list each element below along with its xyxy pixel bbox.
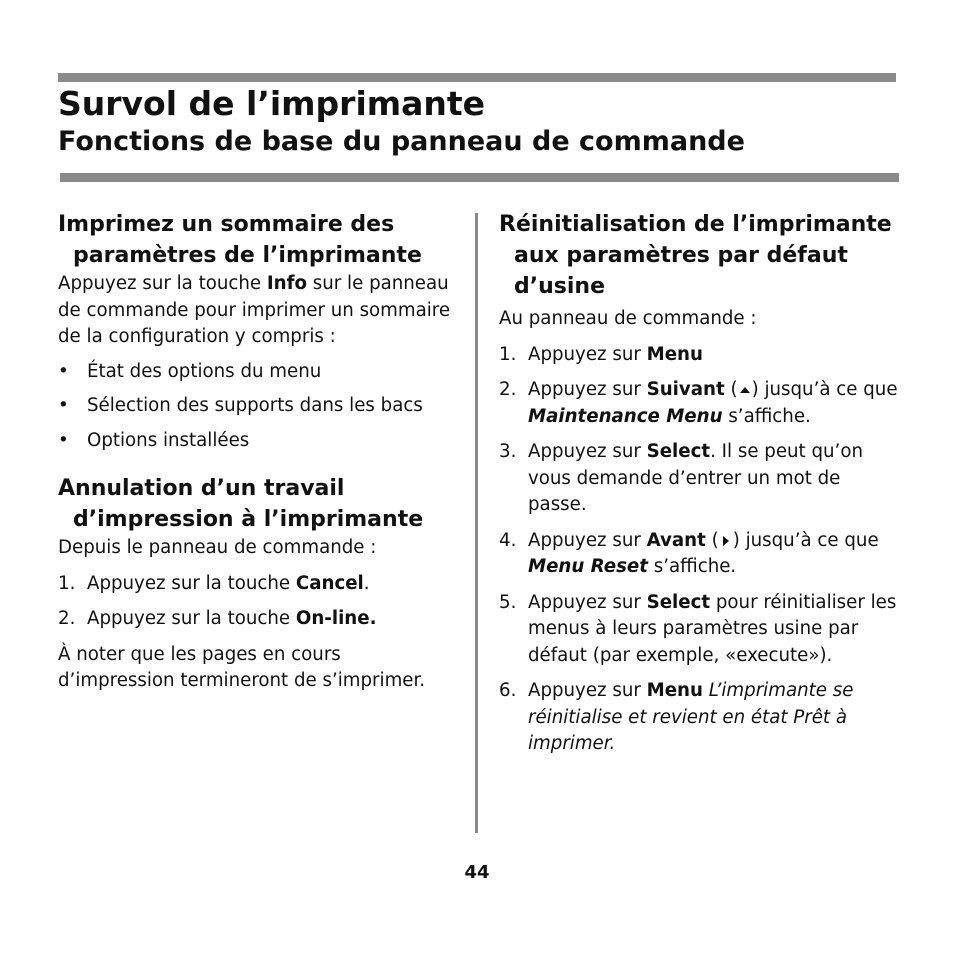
section-heading-cancel-job: Annulation d’un travail d’impression à l’imprimante [58, 476, 424, 532]
column-divider [475, 213, 478, 833]
list-item: • Options installées [58, 428, 458, 455]
section-heading-factory-reset: Réinitialisation de l’imprimante aux paramètres par défaut d’usine [499, 212, 892, 299]
page-number: 44 [464, 862, 490, 883]
up-arrow-icon [738, 378, 752, 392]
online-key: On-line. [295, 608, 377, 629]
print-summary-intro: Appuyez sur la touche Info sur le panneau de commande pour imprimer un sommaire de la configuration y compris : [58, 273, 451, 347]
left-column [58, 209, 458, 695]
list-item: 4. Appuyez sur Avant ( ) jusqu’à ce que Menu Reset s’affiche. [499, 529, 879, 577]
right-arrow-icon [719, 529, 733, 543]
list-item: 2. Appuyez sur Suivant ( ) jusqu’à ce que Maintenance Menu s’affiche. [499, 379, 898, 427]
reset-steps [499, 342, 899, 758]
section-heading-print-summary: Imprimez un sommaire des paramètres de l’imprimante [58, 212, 422, 268]
cancel-note: À noter que les pages en cours d’impression termineront de s’imprimer. [58, 643, 426, 691]
summary-bullet-list [58, 359, 458, 455]
info-key: Info [266, 273, 307, 294]
page-subtitle: Fonctions de base du panneau de commande [58, 126, 745, 157]
list-item: 1. Appuyez sur la touche Cancel. [58, 572, 370, 594]
list-item: 2. Appuyez sur la touche On-line. [58, 608, 377, 629]
cancel-key: Cancel [295, 572, 364, 594]
list-item: • État des options du menu [58, 359, 458, 386]
page-title: Survol de l’imprimante [58, 84, 486, 123]
reset-intro: Au panneau de commande : [499, 308, 757, 329]
right-column [499, 209, 899, 758]
cancel-steps [58, 571, 458, 633]
list-item: 6. Appuyez sur Menu L’imprimante se réinitialise et revient en état Prêt à imprimer. [499, 680, 854, 754]
cancel-intro: Depuis le panneau de commande : [58, 537, 377, 558]
header-bottom-rule [60, 173, 899, 182]
list-item: • Sélection des supports dans les bacs [58, 393, 458, 420]
list-item: 1. Appuyez sur Menu [499, 343, 703, 365]
list-item: 3. Appuyez sur Select. Il se peut qu’on vous demande d’entrer un mot de passe. [499, 441, 863, 515]
top-rule [58, 73, 896, 82]
list-item: 5. Appuyez sur Select pour réinitialiser les menus à leurs paramètres usine par défaut (par exemple, «execute»). [499, 591, 897, 666]
